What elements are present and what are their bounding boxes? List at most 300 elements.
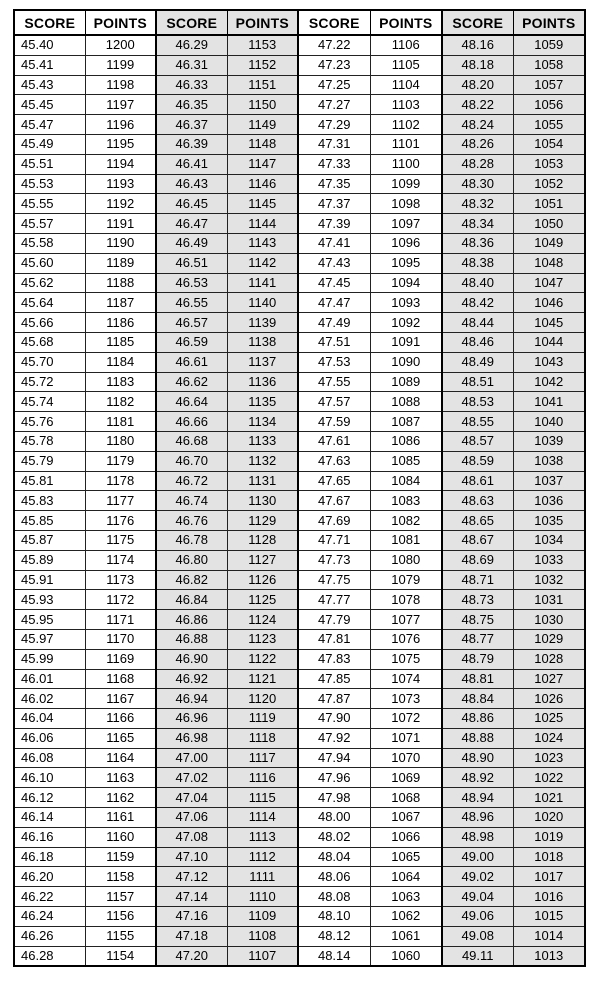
- table-row: [14, 75, 585, 95]
- table-row: [14, 530, 585, 550]
- cell-points-2: 1120: [227, 689, 298, 709]
- cell-points-1: 1158: [85, 867, 156, 887]
- cell-score-3: 47.29: [298, 115, 370, 135]
- table-row: [14, 728, 585, 748]
- cell-score-3: 48.02: [298, 827, 370, 847]
- table-row: [14, 491, 585, 511]
- cell-points-1: 1177: [85, 491, 156, 511]
- cell-score-1: 46.08: [14, 748, 85, 768]
- table-row: [14, 590, 585, 610]
- header-score-2: SCORE: [156, 10, 227, 35]
- cell-score-4: 49.04: [442, 887, 513, 907]
- cell-points-1: 1192: [85, 194, 156, 214]
- cell-points-4: 1051: [513, 194, 585, 214]
- cell-score-4: 48.96: [442, 808, 513, 828]
- table-row: [14, 907, 585, 927]
- cell-score-3: 47.51: [298, 332, 370, 352]
- cell-points-4: 1034: [513, 530, 585, 550]
- header-score-3: SCORE: [298, 10, 370, 35]
- cell-points-4: 1019: [513, 827, 585, 847]
- cell-points-1: 1180: [85, 431, 156, 451]
- table-row: [14, 748, 585, 768]
- cell-points-4: 1030: [513, 610, 585, 630]
- cell-score-4: 48.59: [442, 451, 513, 471]
- cell-points-2: 1127: [227, 550, 298, 570]
- table-row: [14, 412, 585, 432]
- cell-score-1: 46.22: [14, 887, 85, 907]
- cell-points-3: 1088: [370, 392, 442, 412]
- header-points-2: POINTS: [227, 10, 298, 35]
- cell-points-4: 1057: [513, 75, 585, 95]
- header-points-3: POINTS: [370, 10, 442, 35]
- cell-score-3: 48.08: [298, 887, 370, 907]
- cell-points-4: 1046: [513, 293, 585, 313]
- cell-points-3: 1071: [370, 728, 442, 748]
- cell-points-2: 1136: [227, 372, 298, 392]
- table-row: [14, 392, 585, 412]
- cell-points-2: 1142: [227, 253, 298, 273]
- table-row: [14, 808, 585, 828]
- table-row: [14, 293, 585, 313]
- cell-score-1: 45.68: [14, 332, 85, 352]
- cell-score-3: 47.22: [298, 35, 370, 55]
- cell-score-2: 46.43: [156, 174, 227, 194]
- cell-score-4: 49.02: [442, 867, 513, 887]
- cell-score-4: 48.36: [442, 233, 513, 253]
- cell-points-2: 1139: [227, 313, 298, 333]
- cell-points-3: 1102: [370, 115, 442, 135]
- cell-points-1: 1165: [85, 728, 156, 748]
- table-row: [14, 847, 585, 867]
- table-row: [14, 709, 585, 729]
- cell-points-4: 1022: [513, 768, 585, 788]
- cell-score-4: 48.86: [442, 709, 513, 729]
- cell-score-1: 46.10: [14, 768, 85, 788]
- cell-points-1: 1161: [85, 808, 156, 828]
- cell-points-1: 1164: [85, 748, 156, 768]
- cell-points-3: 1093: [370, 293, 442, 313]
- cell-score-3: 47.81: [298, 629, 370, 649]
- cell-points-3: 1086: [370, 431, 442, 451]
- table-row: [14, 431, 585, 451]
- cell-score-2: 47.06: [156, 808, 227, 828]
- cell-points-4: 1048: [513, 253, 585, 273]
- cell-points-4: 1014: [513, 926, 585, 946]
- cell-score-3: 47.49: [298, 313, 370, 333]
- cell-points-1: 1166: [85, 709, 156, 729]
- table-row: [14, 174, 585, 194]
- cell-score-3: 48.12: [298, 926, 370, 946]
- cell-score-1: 45.58: [14, 233, 85, 253]
- cell-score-3: 47.25: [298, 75, 370, 95]
- cell-points-3: 1104: [370, 75, 442, 95]
- cell-points-4: 1058: [513, 55, 585, 75]
- cell-points-3: 1060: [370, 946, 442, 966]
- cell-score-1: 46.16: [14, 827, 85, 847]
- cell-score-4: 48.63: [442, 491, 513, 511]
- table-row: [14, 55, 585, 75]
- cell-points-3: 1081: [370, 530, 442, 550]
- cell-points-3: 1082: [370, 511, 442, 531]
- cell-score-2: 47.00: [156, 748, 227, 768]
- cell-points-1: 1168: [85, 669, 156, 689]
- cell-points-4: 1040: [513, 412, 585, 432]
- cell-score-2: 46.31: [156, 55, 227, 75]
- cell-score-3: 47.77: [298, 590, 370, 610]
- cell-points-1: 1175: [85, 530, 156, 550]
- cell-points-1: 1162: [85, 788, 156, 808]
- cell-points-1: 1199: [85, 55, 156, 75]
- cell-points-2: 1144: [227, 214, 298, 234]
- cell-score-1: 45.83: [14, 491, 85, 511]
- cell-score-1: 45.87: [14, 530, 85, 550]
- cell-points-3: 1068: [370, 788, 442, 808]
- cell-points-4: 1059: [513, 35, 585, 55]
- cell-points-4: 1013: [513, 946, 585, 966]
- cell-points-1: 1185: [85, 332, 156, 352]
- cell-score-4: 48.69: [442, 550, 513, 570]
- cell-score-2: 46.80: [156, 550, 227, 570]
- cell-score-3: 47.71: [298, 530, 370, 550]
- cell-points-4: 1035: [513, 511, 585, 531]
- cell-score-4: 48.51: [442, 372, 513, 392]
- cell-score-2: 46.96: [156, 709, 227, 729]
- cell-points-2: 1132: [227, 451, 298, 471]
- cell-points-4: 1029: [513, 629, 585, 649]
- cell-score-3: 48.10: [298, 907, 370, 927]
- cell-points-2: 1152: [227, 55, 298, 75]
- cell-points-4: 1056: [513, 95, 585, 115]
- cell-score-3: 47.98: [298, 788, 370, 808]
- cell-score-2: 46.72: [156, 471, 227, 491]
- cell-points-2: 1133: [227, 431, 298, 451]
- cell-points-2: 1134: [227, 412, 298, 432]
- cell-score-1: 45.53: [14, 174, 85, 194]
- cell-score-1: 45.95: [14, 610, 85, 630]
- cell-score-1: 45.78: [14, 431, 85, 451]
- cell-score-4: 48.32: [442, 194, 513, 214]
- cell-points-1: 1154: [85, 946, 156, 966]
- cell-points-1: 1176: [85, 511, 156, 531]
- cell-points-1: 1173: [85, 570, 156, 590]
- cell-points-1: 1157: [85, 887, 156, 907]
- cell-points-4: 1017: [513, 867, 585, 887]
- cell-points-3: 1084: [370, 471, 442, 491]
- cell-points-2: 1141: [227, 273, 298, 293]
- cell-points-2: 1108: [227, 926, 298, 946]
- cell-score-4: 48.65: [442, 511, 513, 531]
- cell-points-3: 1063: [370, 887, 442, 907]
- cell-points-2: 1118: [227, 728, 298, 748]
- cell-points-3: 1076: [370, 629, 442, 649]
- table-row: [14, 471, 585, 491]
- cell-score-1: 45.72: [14, 372, 85, 392]
- cell-points-2: 1116: [227, 768, 298, 788]
- cell-points-2: 1112: [227, 847, 298, 867]
- header-score-1: SCORE: [14, 10, 85, 35]
- table-body: [14, 35, 585, 966]
- cell-points-3: 1085: [370, 451, 442, 471]
- cell-points-4: 1023: [513, 748, 585, 768]
- cell-points-2: 1121: [227, 669, 298, 689]
- table-row: [14, 867, 585, 887]
- cell-points-4: 1036: [513, 491, 585, 511]
- cell-points-3: 1062: [370, 907, 442, 927]
- cell-points-1: 1191: [85, 214, 156, 234]
- cell-score-1: 46.04: [14, 709, 85, 729]
- cell-score-4: 48.24: [442, 115, 513, 135]
- cell-score-1: 45.43: [14, 75, 85, 95]
- cell-score-1: 45.70: [14, 352, 85, 372]
- cell-score-4: 48.90: [442, 748, 513, 768]
- cell-score-1: 46.01: [14, 669, 85, 689]
- cell-score-4: 48.26: [442, 134, 513, 154]
- cell-score-2: 46.29: [156, 35, 227, 55]
- table-row: [14, 115, 585, 135]
- cell-score-3: 47.53: [298, 352, 370, 372]
- cell-score-3: 47.33: [298, 154, 370, 174]
- cell-score-3: 47.79: [298, 610, 370, 630]
- cell-score-4: 48.94: [442, 788, 513, 808]
- cell-score-1: 45.74: [14, 392, 85, 412]
- table-row: [14, 134, 585, 154]
- cell-points-3: 1065: [370, 847, 442, 867]
- cell-points-4: 1027: [513, 669, 585, 689]
- cell-points-3: 1066: [370, 827, 442, 847]
- cell-points-1: 1196: [85, 115, 156, 135]
- cell-score-4: 49.06: [442, 907, 513, 927]
- table-row: [14, 669, 585, 689]
- cell-score-2: 46.39: [156, 134, 227, 154]
- cell-score-3: 47.63: [298, 451, 370, 471]
- cell-points-4: 1055: [513, 115, 585, 135]
- cell-score-3: 47.55: [298, 372, 370, 392]
- cell-score-2: 46.74: [156, 491, 227, 511]
- cell-points-2: 1131: [227, 471, 298, 491]
- cell-score-4: 48.20: [442, 75, 513, 95]
- cell-score-3: 47.87: [298, 689, 370, 709]
- cell-points-3: 1101: [370, 134, 442, 154]
- cell-score-3: 47.83: [298, 649, 370, 669]
- cell-points-2: 1146: [227, 174, 298, 194]
- cell-points-2: 1138: [227, 332, 298, 352]
- cell-points-1: 1198: [85, 75, 156, 95]
- table-row: [14, 372, 585, 392]
- cell-score-4: 49.00: [442, 847, 513, 867]
- table-row: [14, 649, 585, 669]
- cell-points-3: 1090: [370, 352, 442, 372]
- cell-points-2: 1149: [227, 115, 298, 135]
- cell-score-4: 48.34: [442, 214, 513, 234]
- cell-points-3: 1103: [370, 95, 442, 115]
- cell-points-1: 1194: [85, 154, 156, 174]
- cell-points-1: 1179: [85, 451, 156, 471]
- cell-score-1: 45.93: [14, 590, 85, 610]
- cell-points-1: 1181: [85, 412, 156, 432]
- cell-points-4: 1039: [513, 431, 585, 451]
- cell-points-2: 1109: [227, 907, 298, 927]
- cell-score-1: 45.81: [14, 471, 85, 491]
- cell-score-4: 48.49: [442, 352, 513, 372]
- cell-score-2: 46.51: [156, 253, 227, 273]
- cell-points-2: 1151: [227, 75, 298, 95]
- cell-points-4: 1018: [513, 847, 585, 867]
- table-row: [14, 95, 585, 115]
- cell-score-2: 46.49: [156, 233, 227, 253]
- cell-points-3: 1080: [370, 550, 442, 570]
- cell-score-2: 46.57: [156, 313, 227, 333]
- cell-score-3: 47.65: [298, 471, 370, 491]
- cell-points-3: 1077: [370, 610, 442, 630]
- table-row: [14, 273, 585, 293]
- cell-points-2: 1126: [227, 570, 298, 590]
- cell-score-2: 46.98: [156, 728, 227, 748]
- cell-score-2: 47.10: [156, 847, 227, 867]
- cell-score-4: 49.11: [442, 946, 513, 966]
- cell-score-2: 46.45: [156, 194, 227, 214]
- cell-score-2: 46.35: [156, 95, 227, 115]
- cell-points-2: 1143: [227, 233, 298, 253]
- table-row: [14, 451, 585, 471]
- cell-points-2: 1107: [227, 946, 298, 966]
- header-score-4: SCORE: [442, 10, 513, 35]
- cell-score-1: 45.91: [14, 570, 85, 590]
- cell-score-3: 47.57: [298, 392, 370, 412]
- cell-score-4: 48.98: [442, 827, 513, 847]
- cell-score-1: 45.97: [14, 629, 85, 649]
- cell-points-4: 1015: [513, 907, 585, 927]
- cell-points-2: 1150: [227, 95, 298, 115]
- cell-score-4: 48.44: [442, 313, 513, 333]
- cell-score-3: 47.37: [298, 194, 370, 214]
- table-row: [14, 194, 585, 214]
- cell-points-4: 1047: [513, 273, 585, 293]
- cell-score-1: 46.06: [14, 728, 85, 748]
- cell-points-4: 1037: [513, 471, 585, 491]
- cell-score-1: 45.51: [14, 154, 85, 174]
- cell-score-1: 45.99: [14, 649, 85, 669]
- table-row: [14, 35, 585, 55]
- cell-points-3: 1075: [370, 649, 442, 669]
- cell-points-3: 1079: [370, 570, 442, 590]
- cell-points-4: 1042: [513, 372, 585, 392]
- cell-score-2: 47.16: [156, 907, 227, 927]
- score-points-table-container: [13, 9, 584, 967]
- cell-score-2: 46.53: [156, 273, 227, 293]
- cell-points-4: 1026: [513, 689, 585, 709]
- cell-points-2: 1129: [227, 511, 298, 531]
- cell-score-2: 46.55: [156, 293, 227, 313]
- cell-score-3: 47.67: [298, 491, 370, 511]
- table-row: [14, 313, 585, 333]
- cell-points-3: 1091: [370, 332, 442, 352]
- cell-points-4: 1044: [513, 332, 585, 352]
- cell-points-1: 1159: [85, 847, 156, 867]
- cell-points-4: 1052: [513, 174, 585, 194]
- cell-points-2: 1147: [227, 154, 298, 174]
- cell-points-1: 1183: [85, 372, 156, 392]
- cell-score-2: 46.47: [156, 214, 227, 234]
- cell-score-1: 46.14: [14, 808, 85, 828]
- cell-score-2: 46.61: [156, 352, 227, 372]
- cell-score-4: 48.55: [442, 412, 513, 432]
- cell-points-1: 1171: [85, 610, 156, 630]
- cell-points-2: 1137: [227, 352, 298, 372]
- cell-score-3: 47.45: [298, 273, 370, 293]
- cell-score-1: 45.85: [14, 511, 85, 531]
- cell-points-4: 1054: [513, 134, 585, 154]
- cell-points-1: 1187: [85, 293, 156, 313]
- cell-points-2: 1128: [227, 530, 298, 550]
- cell-score-2: 47.02: [156, 768, 227, 788]
- table-row: [14, 154, 585, 174]
- cell-score-1: 45.66: [14, 313, 85, 333]
- cell-points-2: 1130: [227, 491, 298, 511]
- cell-score-4: 48.42: [442, 293, 513, 313]
- cell-score-1: 46.26: [14, 926, 85, 946]
- cell-score-2: 47.14: [156, 887, 227, 907]
- cell-score-2: 46.92: [156, 669, 227, 689]
- table-row: [14, 926, 585, 946]
- table-row: [14, 332, 585, 352]
- cell-points-1: 1160: [85, 827, 156, 847]
- cell-score-2: 46.82: [156, 570, 227, 590]
- cell-score-4: 48.81: [442, 669, 513, 689]
- cell-score-2: 46.84: [156, 590, 227, 610]
- cell-score-1: 45.47: [14, 115, 85, 135]
- cell-points-3: 1072: [370, 709, 442, 729]
- cell-points-2: 1113: [227, 827, 298, 847]
- table-row: [14, 352, 585, 372]
- cell-points-2: 1122: [227, 649, 298, 669]
- cell-score-3: 47.85: [298, 669, 370, 689]
- cell-points-4: 1043: [513, 352, 585, 372]
- cell-points-3: 1099: [370, 174, 442, 194]
- cell-score-1: 45.49: [14, 134, 85, 154]
- cell-points-1: 1197: [85, 95, 156, 115]
- cell-score-4: 48.88: [442, 728, 513, 748]
- cell-points-2: 1115: [227, 788, 298, 808]
- cell-points-3: 1069: [370, 768, 442, 788]
- cell-points-4: 1024: [513, 728, 585, 748]
- cell-score-2: 47.08: [156, 827, 227, 847]
- cell-points-2: 1117: [227, 748, 298, 768]
- cell-score-3: 47.31: [298, 134, 370, 154]
- cell-points-2: 1119: [227, 709, 298, 729]
- cell-score-3: 47.90: [298, 709, 370, 729]
- cell-points-2: 1135: [227, 392, 298, 412]
- table-row: [14, 550, 585, 570]
- cell-points-1: 1178: [85, 471, 156, 491]
- cell-points-3: 1106: [370, 35, 442, 55]
- cell-score-3: 47.94: [298, 748, 370, 768]
- cell-points-4: 1049: [513, 233, 585, 253]
- cell-score-2: 46.94: [156, 689, 227, 709]
- cell-points-2: 1153: [227, 35, 298, 55]
- cell-points-3: 1061: [370, 926, 442, 946]
- cell-score-4: 48.38: [442, 253, 513, 273]
- table-row: [14, 689, 585, 709]
- cell-points-2: 1124: [227, 610, 298, 630]
- table-row: [14, 570, 585, 590]
- cell-score-3: 47.92: [298, 728, 370, 748]
- cell-score-4: 48.61: [442, 471, 513, 491]
- cell-points-2: 1110: [227, 887, 298, 907]
- cell-score-3: 47.43: [298, 253, 370, 273]
- cell-points-1: 1170: [85, 629, 156, 649]
- cell-score-1: 45.60: [14, 253, 85, 273]
- cell-score-3: 47.39: [298, 214, 370, 234]
